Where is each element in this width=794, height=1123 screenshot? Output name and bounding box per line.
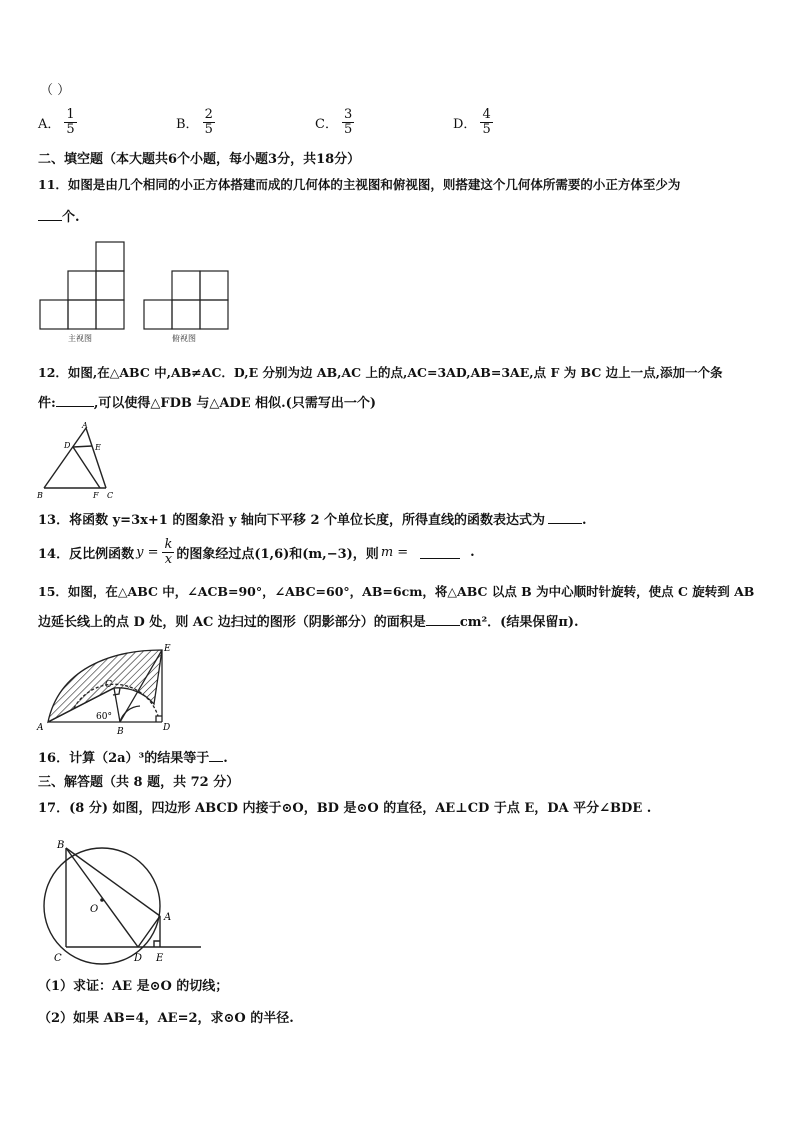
section3-heading: 三、解答题（共 8 题，共 72 分） <box>38 775 240 790</box>
label-f: F <box>93 491 99 500</box>
option-fraction: $\frac{4}{5}$ <box>482 107 491 137</box>
top-view <box>144 271 228 329</box>
q12-line2: 件: ,可以使得△FDB 与△ADE 相似.(只需写出一个) <box>38 396 376 411</box>
front-view-label: 主视图 <box>68 334 92 343</box>
label-d: D <box>134 953 143 964</box>
option-label: C． <box>315 117 338 132</box>
option-label: B． <box>176 117 199 132</box>
answer-blank[interactable] <box>426 613 460 626</box>
label-a: A <box>37 723 44 733</box>
label-b: B <box>57 840 65 851</box>
q12-line1: 12．如图,在△ABC 中,AB≠AC．D,E 分别为边 AB,AC 上的点,AC=3AD,AB=3AE,点 F 为 BC 边上一点,添加一个条 <box>38 365 723 380</box>
segment-df <box>73 447 100 488</box>
option-label: D． <box>453 117 477 132</box>
label-c: C <box>107 491 114 500</box>
q10-option-a[interactable] <box>38 108 77 137</box>
angle-arc <box>120 706 140 722</box>
answer-blank[interactable] <box>38 208 62 221</box>
side-ac <box>86 428 106 488</box>
q10-option-d[interactable] <box>453 108 493 137</box>
q14: 14．反比例函数 y = $\frac{k}{x}$ 的图象经过点(1,6)和(m,−3)，则 m = . <box>38 537 475 567</box>
right-angle-e <box>154 941 160 947</box>
q10-paren: （ ） <box>40 83 71 98</box>
q15-line1: 15．如图，在△ABC 中，∠ACB=90°，∠ABC=60°，AB=6cm，将△ABC 以点 B 为中心顺时针旋转，使点 C 旋转到 AB <box>38 584 755 599</box>
q15-figure <box>34 640 184 736</box>
q11-line2: 个. <box>38 208 80 227</box>
q10-option-b[interactable] <box>176 108 215 137</box>
q15-line2: 边延长线上的点 D 处，则 AC 边扫过的图形（阴影部分）的面积是 cm²．(结果保留π). <box>38 615 579 630</box>
option-fraction: $\frac{3}{5}$ <box>343 107 353 137</box>
q13: 13．将函数 y=3x+1 的图象沿 y 轴向下平移 2 个单位长度，所得直线的函数表达式为 . <box>38 513 587 528</box>
answer-blank[interactable] <box>209 749 223 762</box>
front-view <box>40 242 124 329</box>
answer-blank[interactable] <box>420 546 460 559</box>
segment-ba <box>66 848 160 916</box>
label-e: E <box>95 443 101 452</box>
segment-da <box>138 916 160 947</box>
q17-figure <box>36 834 206 968</box>
option-label: A． <box>38 117 61 132</box>
label-a: A <box>164 912 172 923</box>
label-e: E <box>164 644 171 654</box>
segment-de <box>73 446 92 447</box>
section2-heading: 二、填空题（本大题共6个小题，每小题3分，共18分） <box>38 152 361 167</box>
answer-blank[interactable] <box>56 394 94 407</box>
q12-figure <box>36 420 126 502</box>
q17-line1: 17．(8 分) 如图，四边形 ABCD 内接于⊙O，BD 是⊙O 的直径，AE⊥CD 于点 E，DA 平分∠BDE . <box>38 801 652 816</box>
label-d: D <box>163 723 171 733</box>
q11-line1: 11．如图是由几个相同的小正方体搭建而成的几何体的主视图和俯视图，则搭建这个几何体所需要的小正方体至少为 <box>38 177 681 192</box>
label-b: B <box>37 491 43 500</box>
label-o: O <box>90 904 99 915</box>
q17-part1: （1）求证：AE 是⊙O 的切线； <box>38 979 229 994</box>
segment-bd <box>66 848 138 947</box>
label-b: B <box>117 727 124 736</box>
option-fraction: $\frac{2}{5}$ <box>204 107 213 137</box>
label-a: A <box>82 421 88 430</box>
label-c: C <box>54 953 62 964</box>
right-angle-d <box>156 716 162 722</box>
option-fraction: $\frac{1}{5}$ <box>66 107 75 137</box>
q11-figure <box>38 238 238 348</box>
k-over-x: $\frac{k}{x}$ <box>164 537 173 567</box>
answer-blank[interactable] <box>548 511 582 524</box>
q16: 16．计算（2a）³的结果等于 . <box>38 751 228 766</box>
label-e: E <box>156 953 164 964</box>
center-dot <box>100 898 104 902</box>
label-c: C <box>105 680 112 690</box>
q10-option-c[interactable] <box>315 108 354 137</box>
label-d: D <box>64 441 71 450</box>
q17-part2: （2）如果 AB=4，AE=2，求⊙O 的半径. <box>38 1011 294 1026</box>
top-view-label: 俯视图 <box>172 334 196 343</box>
angle-label: 60° <box>96 712 112 722</box>
